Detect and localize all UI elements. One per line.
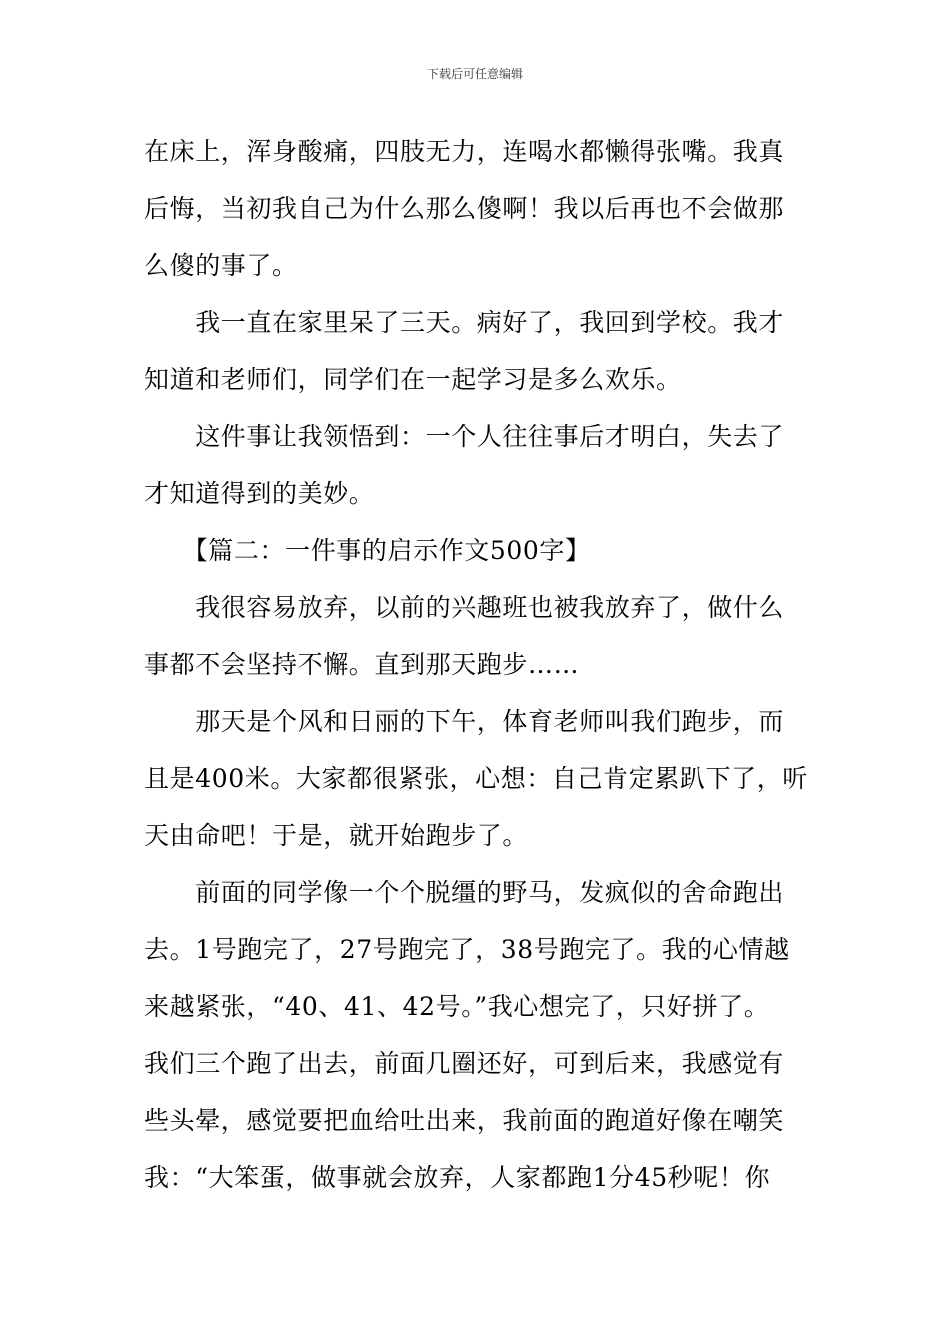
text-line: 来越紧张，“40、41、42号。”我心想完了，只好拼了。 (144, 992, 770, 1021)
text-line: 些头晕，感觉要把血给吐出来，我前面的跑道好像在嘲笑 (144, 1106, 785, 1135)
text-line: 去。1号跑完了，27号跑完了，38号跑完了。我的心情越 (144, 935, 790, 964)
text-line: 这件事让我领悟到：一个人往往事后才明白，失去了 (144, 422, 785, 451)
text-line: 前面的同学像一个个脱缰的野马，发疯似的舍命跑出 (144, 878, 785, 907)
text-line: 且是400米。大家都很紧张，心想：自己肯定累趴下了，听 (144, 764, 808, 793)
document-body (144, 128, 809, 1211)
text-line: 才知道得到的美妙。 (144, 479, 375, 508)
text-line: 事都不会坚持不懈。直到那天跑步…… (144, 650, 580, 679)
section-heading: 【篇二：一件事的启示作文500字】 (144, 536, 591, 565)
text-line: 我很容易放弃，以前的兴趣班也被我放弃了，做什么 (144, 593, 785, 622)
text-line: 我：“大笨蛋，做事就会放弃，人家都跑1分45秒呢！你 (144, 1163, 771, 1192)
text-line: 那天是个风和日丽的下午，体育老师叫我们跑步，而 (144, 707, 785, 736)
text-line: 知道和老师们，同学们在一起学习是多么欢乐。 (144, 365, 682, 394)
header-note: 下载后可任意编辑 (426, 67, 523, 81)
text-line: 后悔，当初我自己为什么那么傻啊！我以后再也不会做那 (144, 194, 785, 223)
text-line: 在床上，浑身酸痛，四肢无力，连喝水都懒得张嘴。我真 (144, 137, 785, 166)
text-line: 我一直在家里呆了三天。病好了，我回到学校。我才 (144, 308, 785, 337)
text-line: 么傻的事了。 (144, 251, 298, 280)
text-line: 我们三个跑了出去，前面几圈还好，可到后来，我感觉有 (144, 1049, 785, 1078)
text-line: 天由命吧！于是，就开始跑步了。 (144, 821, 529, 850)
